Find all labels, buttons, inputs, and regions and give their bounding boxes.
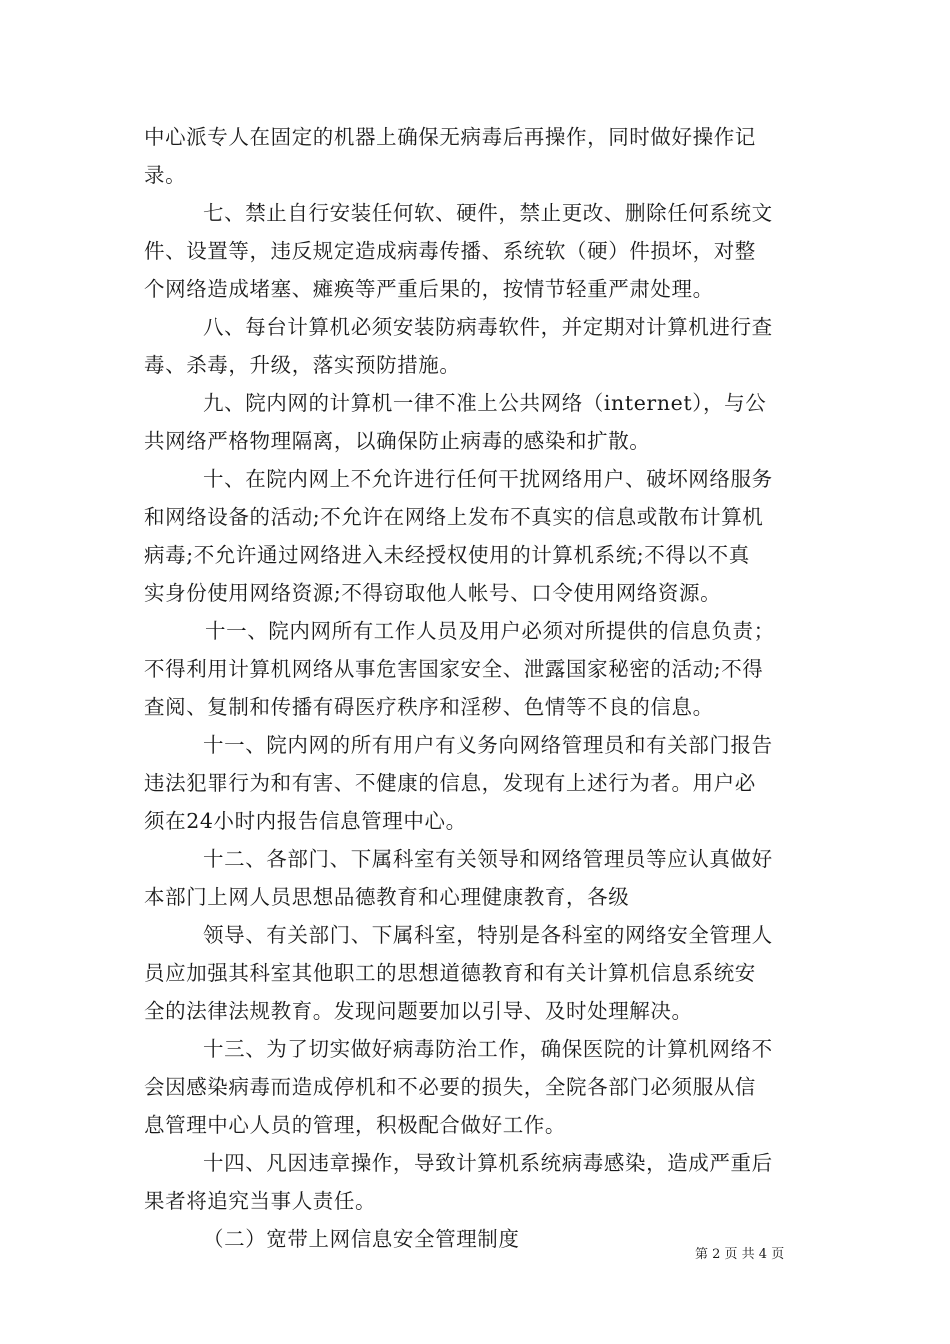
paragraph-12-start: 十二、各部门、下属科室有关领导和网络管理员等应认真做好: [203, 847, 773, 871]
text-line: 查阅、复制和传播有碍医疗秩序和淫秽、色情等不良的信息。: [144, 695, 714, 719]
paragraph-10-start: 十、在院内网上不允许进行任何干扰网络用户、破坏网络服务: [203, 467, 773, 491]
text-line: 毒、杀毒，升级，落实预防措施。: [144, 353, 461, 377]
paragraph-11a-start: 十一、院内网所有工作人员及用户必须对所提供的信息负责；: [205, 619, 775, 643]
text-line: 病毒;不允许通过网络进入未经授权使用的计算机系统;不得以不真: [144, 543, 750, 567]
text-line: 中心派专人在固定的机器上确保无病毒后再操作，同时做好操作记: [144, 125, 756, 149]
paragraph-8-start: 八、每台计算机必须安装防病毒软件，并定期对计算机进行查: [203, 315, 773, 339]
text-line: 实身份使用网络资源;不得窃取他人帐号、口令使用网络资源。: [144, 581, 722, 605]
section-heading: （二）宽带上网信息安全管理制度: [203, 1227, 520, 1251]
page-number-footer: 第 2 页 共 4 页: [695, 1247, 785, 1262]
text-line: 不得利用计算机网络从事危害国家安全、泄露国家秘密的活动;不得: [144, 657, 764, 681]
text-line: 违法犯罪行为和有害、不健康的信息，发现有上述行为者。用户必: [144, 771, 756, 795]
paragraph-7-start: 七、禁止自行安装任何软、硬件，禁止更改、删除任何系统文: [203, 201, 773, 225]
paragraph-12-continued: 领导、有关部门、下属科室，特别是各科室的网络安全管理人: [203, 923, 773, 947]
text-line: 果者将追究当事人责任。: [144, 1189, 377, 1213]
text-line: 全的法律法规教育。发现问题要加以引导、及时处理解决。: [144, 999, 693, 1023]
text-line: 须在24小时内报告信息管理中心。: [144, 809, 467, 833]
text-line: 件、设置等，违反规定造成病毒传播、系统软（硬）件损坏，对整: [144, 239, 756, 263]
text-line: 本部门上网人员思想品德教育和心理健康教育，各级: [144, 885, 630, 909]
text-line: 个网络造成堵塞、瘫痪等严重后果的，按情节轻重严肃处理。: [144, 277, 714, 301]
paragraph-14-start: 十四、凡因违章操作，导致计算机系统病毒感染，造成严重后: [203, 1151, 773, 1175]
text-line: 和网络设备的活动;不允许在网络上发布不真实的信息或散布计算机: [144, 505, 764, 529]
text-line: 会因感染病毒而造成停机和不必要的损失，全院各部门必须服从信: [144, 1075, 756, 1099]
text-line: 录。: [144, 163, 187, 187]
paragraph-9-start: 九、院内网的计算机一律不准上公共网络（internet），与公: [203, 391, 767, 415]
text-line: 息管理中心人员的管理，积极配合做好工作。: [144, 1113, 566, 1137]
paragraph-13-start: 十三、为了切实做好病毒防治工作，确保医院的计算机网络不: [203, 1037, 773, 1061]
paragraph-11b-start: 十一、院内网的所有用户有义务向网络管理员和有关部门报告: [203, 733, 773, 757]
text-line: 共网络严格物理隔离，以确保防止病毒的感染和扩散。: [144, 429, 651, 453]
text-line: 员应加强其科室其他职工的思想道德教育和有关计算机信息系统安: [144, 961, 756, 985]
